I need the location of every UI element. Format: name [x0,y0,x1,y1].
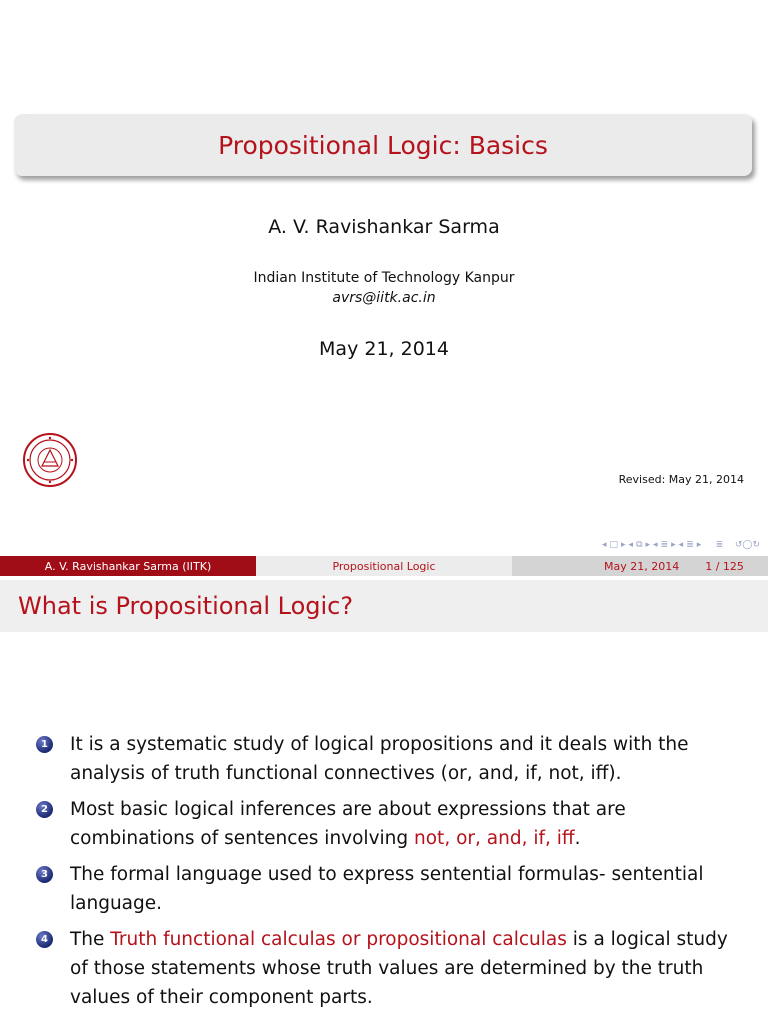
list-item [36,925,746,1012]
highlighted-term: Truth functional calculas or propositional calculas [110,929,567,950]
iitk-seal-icon [22,432,78,488]
nav-section-icon[interactable]: ≣ [686,540,694,550]
nav-right-icon[interactable]: ▸ [621,540,626,550]
list-item [36,730,746,788]
enumerate-ball-icon: 2 [36,801,53,818]
highlighted-connectives: not, or, and, if, iff [414,828,575,849]
nav-subsection-icon[interactable]: ⧉ [636,540,643,550]
author-email: avrs@iitk.ac.in [332,290,436,306]
nav-left-icon[interactable]: ◂ [601,540,607,550]
list-item-text: It is a systematic study of logical propositions and it deals with the analysis of truth functional connectives (or, and, if, not, iff). [70,734,689,784]
nav-right-icon[interactable]: ▸ [671,540,676,550]
slide-title: Propositional Logic: Basics [218,130,548,160]
footer-title: Propositional Logic [256,556,512,576]
footer-date-page [512,556,768,576]
beamer-navigation-bar[interactable] [602,538,760,552]
revised-date: Revised: May 21, 2014 [618,473,744,486]
nav-search-icon[interactable]: ↺◯↻ [726,540,760,550]
frame-title-bar [0,580,768,632]
nav-section-icon[interactable]: ≣ [660,540,669,550]
footer-date: May 21, 2014 [604,559,680,573]
list-item-text: The [70,929,111,950]
nav-left-icon[interactable]: ◂ [653,540,658,550]
nav-document-icon[interactable]: ≣ [704,540,724,550]
list-item-text: The formal language used to express sentential formulas- sentential language. [70,864,704,914]
footer-author: A. V. Ravishankar Sarma (IITK) [0,556,256,576]
list-item-text: Most basic logical inferences are about expressions that are combinations of sentences involving [70,799,626,849]
enumerate-ball-icon: 4 [36,931,53,948]
presentation-date: May 21, 2014 [319,338,449,360]
list-item-text: . [574,828,581,849]
footer-page-number: 1 / 125 [705,559,744,573]
enumerated-list [36,730,746,1019]
list-item [36,795,746,853]
frame-title: What is Propositional Logic? [18,592,354,620]
enumerate-ball-icon: 1 [36,736,53,753]
list-item [36,860,746,918]
institute-name: Indian Institute of Technology Kanpur [253,270,515,286]
title-box [14,114,752,176]
list-item-text: is a logical study of those statements whose truth values are determined by the truth values of their component parts. [70,929,728,1008]
nav-right-icon[interactable]: ▸ [696,540,702,550]
slide-footer [0,556,768,576]
nav-right-icon[interactable]: ▸ [645,540,651,550]
nav-left-icon[interactable]: ◂ [628,540,634,550]
nav-left-icon[interactable]: ◂ [678,540,684,550]
enumerate-ball-icon: 3 [36,866,53,883]
author-name: A. V. Ravishankar Sarma [268,216,500,238]
nav-frame-icon[interactable]: □ [609,540,619,550]
